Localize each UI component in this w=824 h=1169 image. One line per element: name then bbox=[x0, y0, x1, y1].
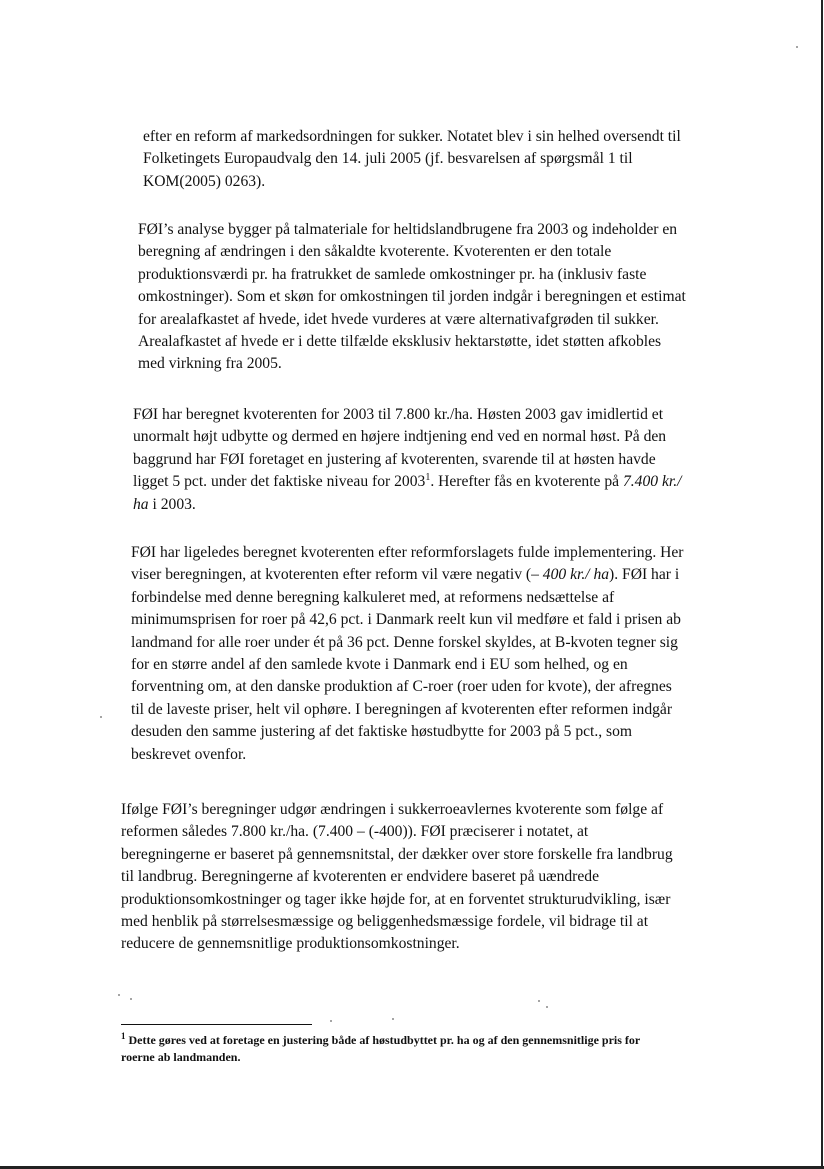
text-line: FØI’s analyse bygger på talmateriale for heltidslandbrugene fra 2003 og indeholder en bbox=[138, 221, 678, 238]
emphasis: – 400 kr./ ha bbox=[531, 566, 610, 584]
text-line: KOM(2005) 0263). bbox=[143, 172, 266, 190]
text-line: landmand for alle roer under ét på 36 pct. Denne forskel skyldes, at B-kvoten tegner sig bbox=[131, 633, 678, 651]
scan-speck bbox=[538, 1000, 540, 1002]
text-line: til de laveste priser, helt vil ophøre. I beregningen af kvoterenten efter reformen indgår bbox=[131, 700, 673, 718]
text-line: Arealafkastet af hvede er i dette tilfælde eksklusiv hektarstøtte, idet støtten afkobles bbox=[138, 333, 662, 351]
text-line: produktionsomkostninger og tager ikke højde for, at en forventet strukturudvikling, især bbox=[121, 890, 671, 908]
paragraph-5 bbox=[121, 799, 673, 956]
text-line: med virkning fra 2005. bbox=[138, 355, 282, 373]
paragraph-4 bbox=[131, 542, 684, 766]
footnote-ref: 1 bbox=[425, 472, 431, 484]
footnote-divider bbox=[121, 1024, 312, 1025]
emphasis: ha bbox=[133, 495, 149, 513]
text-line: minimumsprisen for roer på 42,6 pct. i Danmark reelt kun vil medføre et fald i prisen ab bbox=[131, 611, 681, 629]
text-line: forbindelse med denne beregning kalkuleret med, at reformens nedsættelse af bbox=[131, 588, 615, 606]
text-line: for en større andel af den samlede kvote i Danmark end i EU som helhed, og en bbox=[131, 656, 628, 674]
text-line: baggrund har FØI foretaget en justering af kvoterenten, svarende til at høsten havde bbox=[133, 450, 656, 468]
text-line: beregningerne er baseret på gennemsnitstal, der dækker over store forskelle fra landbrug bbox=[121, 845, 673, 863]
paragraph-1 bbox=[143, 126, 681, 193]
text-line: omkostninger). Som et skøn for omkostningen til jorden indgår i beregningen et estimat bbox=[138, 288, 686, 306]
text-line: Folketingets Europaudvalg den 14. juli 2005 (jf. besvarelsen af spørgsmål 1 til bbox=[143, 150, 633, 168]
text-line: beskrevet ovenfor. bbox=[131, 745, 247, 763]
scan-speck bbox=[330, 1020, 332, 1022]
footnote bbox=[121, 1032, 640, 1065]
scan-speck bbox=[118, 994, 120, 996]
text-line: til landbrug. Beregningerne af kvoterenten er endvidere baseret på uændrede bbox=[121, 868, 600, 886]
text-line: FØI har ligeledes beregnet kvoterenten efter reformforslagets fulde implementering. Her bbox=[131, 544, 684, 561]
scan-speck bbox=[796, 46, 798, 48]
text-line: for arealafkastet af hvede, idet hvede vurderes at være alternativafgrøden til sukker. bbox=[138, 310, 659, 328]
scan-speck bbox=[546, 1006, 548, 1008]
paragraph-3 bbox=[133, 404, 681, 516]
page-edge-right bbox=[821, 0, 823, 1169]
text-line: beregning af ændringen i den såkaldte kvoterente. Kvoterenten er den totale bbox=[138, 243, 612, 261]
text-line: forventning om, at den danske produktion af C-roer (roer uden for kvote), der afregnes bbox=[131, 678, 672, 696]
text-line: efter en reform af markedsordningen for sukker. Notatet blev i sin helhed oversendt til bbox=[143, 128, 681, 145]
scan-speck bbox=[392, 1018, 394, 1020]
text-line: produktionsværdi pr. ha fratrukket de samlede omkostninger pr. ha (inklusiv faste bbox=[138, 265, 647, 283]
text-line: ha i 2003. bbox=[133, 495, 196, 513]
footnote-marker: 1 bbox=[121, 1031, 126, 1041]
text-line: reformen således 7.800 kr./ha. (7.400 – (-400)). FØI præciserer i notatet, at bbox=[121, 823, 589, 841]
scan-speck bbox=[100, 716, 102, 718]
footnote-line: roerne ab landmanden. bbox=[121, 1049, 241, 1064]
text-line: reducere de gennemsnitlige produktionsomkostninger. bbox=[121, 935, 460, 953]
footnote-line: $^1$ Dette gøres ved at foretage en justering både af høstudbyttet pr. ha og af den gennemsnitlige pris for bbox=[121, 1031, 641, 1047]
text-line: desuden den samme justering af det faktiske høstudbytte for 2003 på 5 pct., som bbox=[131, 723, 633, 741]
text-line: ligget 5 pct. under det faktiske niveau for 2003$^1$. Herefter fås en kvoterente på 7.400 kr./ bbox=[133, 472, 682, 491]
text-line: Ifølge FØI’s beregninger udgør ændringen i sukkerroeavlernes kvoterente som følge af bbox=[121, 801, 664, 818]
text-line: unormalt højt udbytte og dermed en højere indtjening end ved en normal høst. På den bbox=[133, 428, 667, 446]
paragraph-2 bbox=[138, 219, 686, 376]
text-line: viser beregningen, at kvoterenten efter reform vil være negativ (– 400 kr./ ha). FØI har i bbox=[131, 566, 680, 584]
text-line: FØI har beregnet kvoterenten for 2003 til 7.800 kr./ha. Høsten 2003 gav imidlertid et bbox=[133, 406, 664, 423]
text-line: med henblik på størrelsesmæssige og beliggenhedsmæssige fordele, vil bidrage til at bbox=[121, 913, 649, 931]
scan-speck bbox=[130, 998, 132, 1000]
emphasis: 7.400 kr./ bbox=[622, 473, 682, 491]
